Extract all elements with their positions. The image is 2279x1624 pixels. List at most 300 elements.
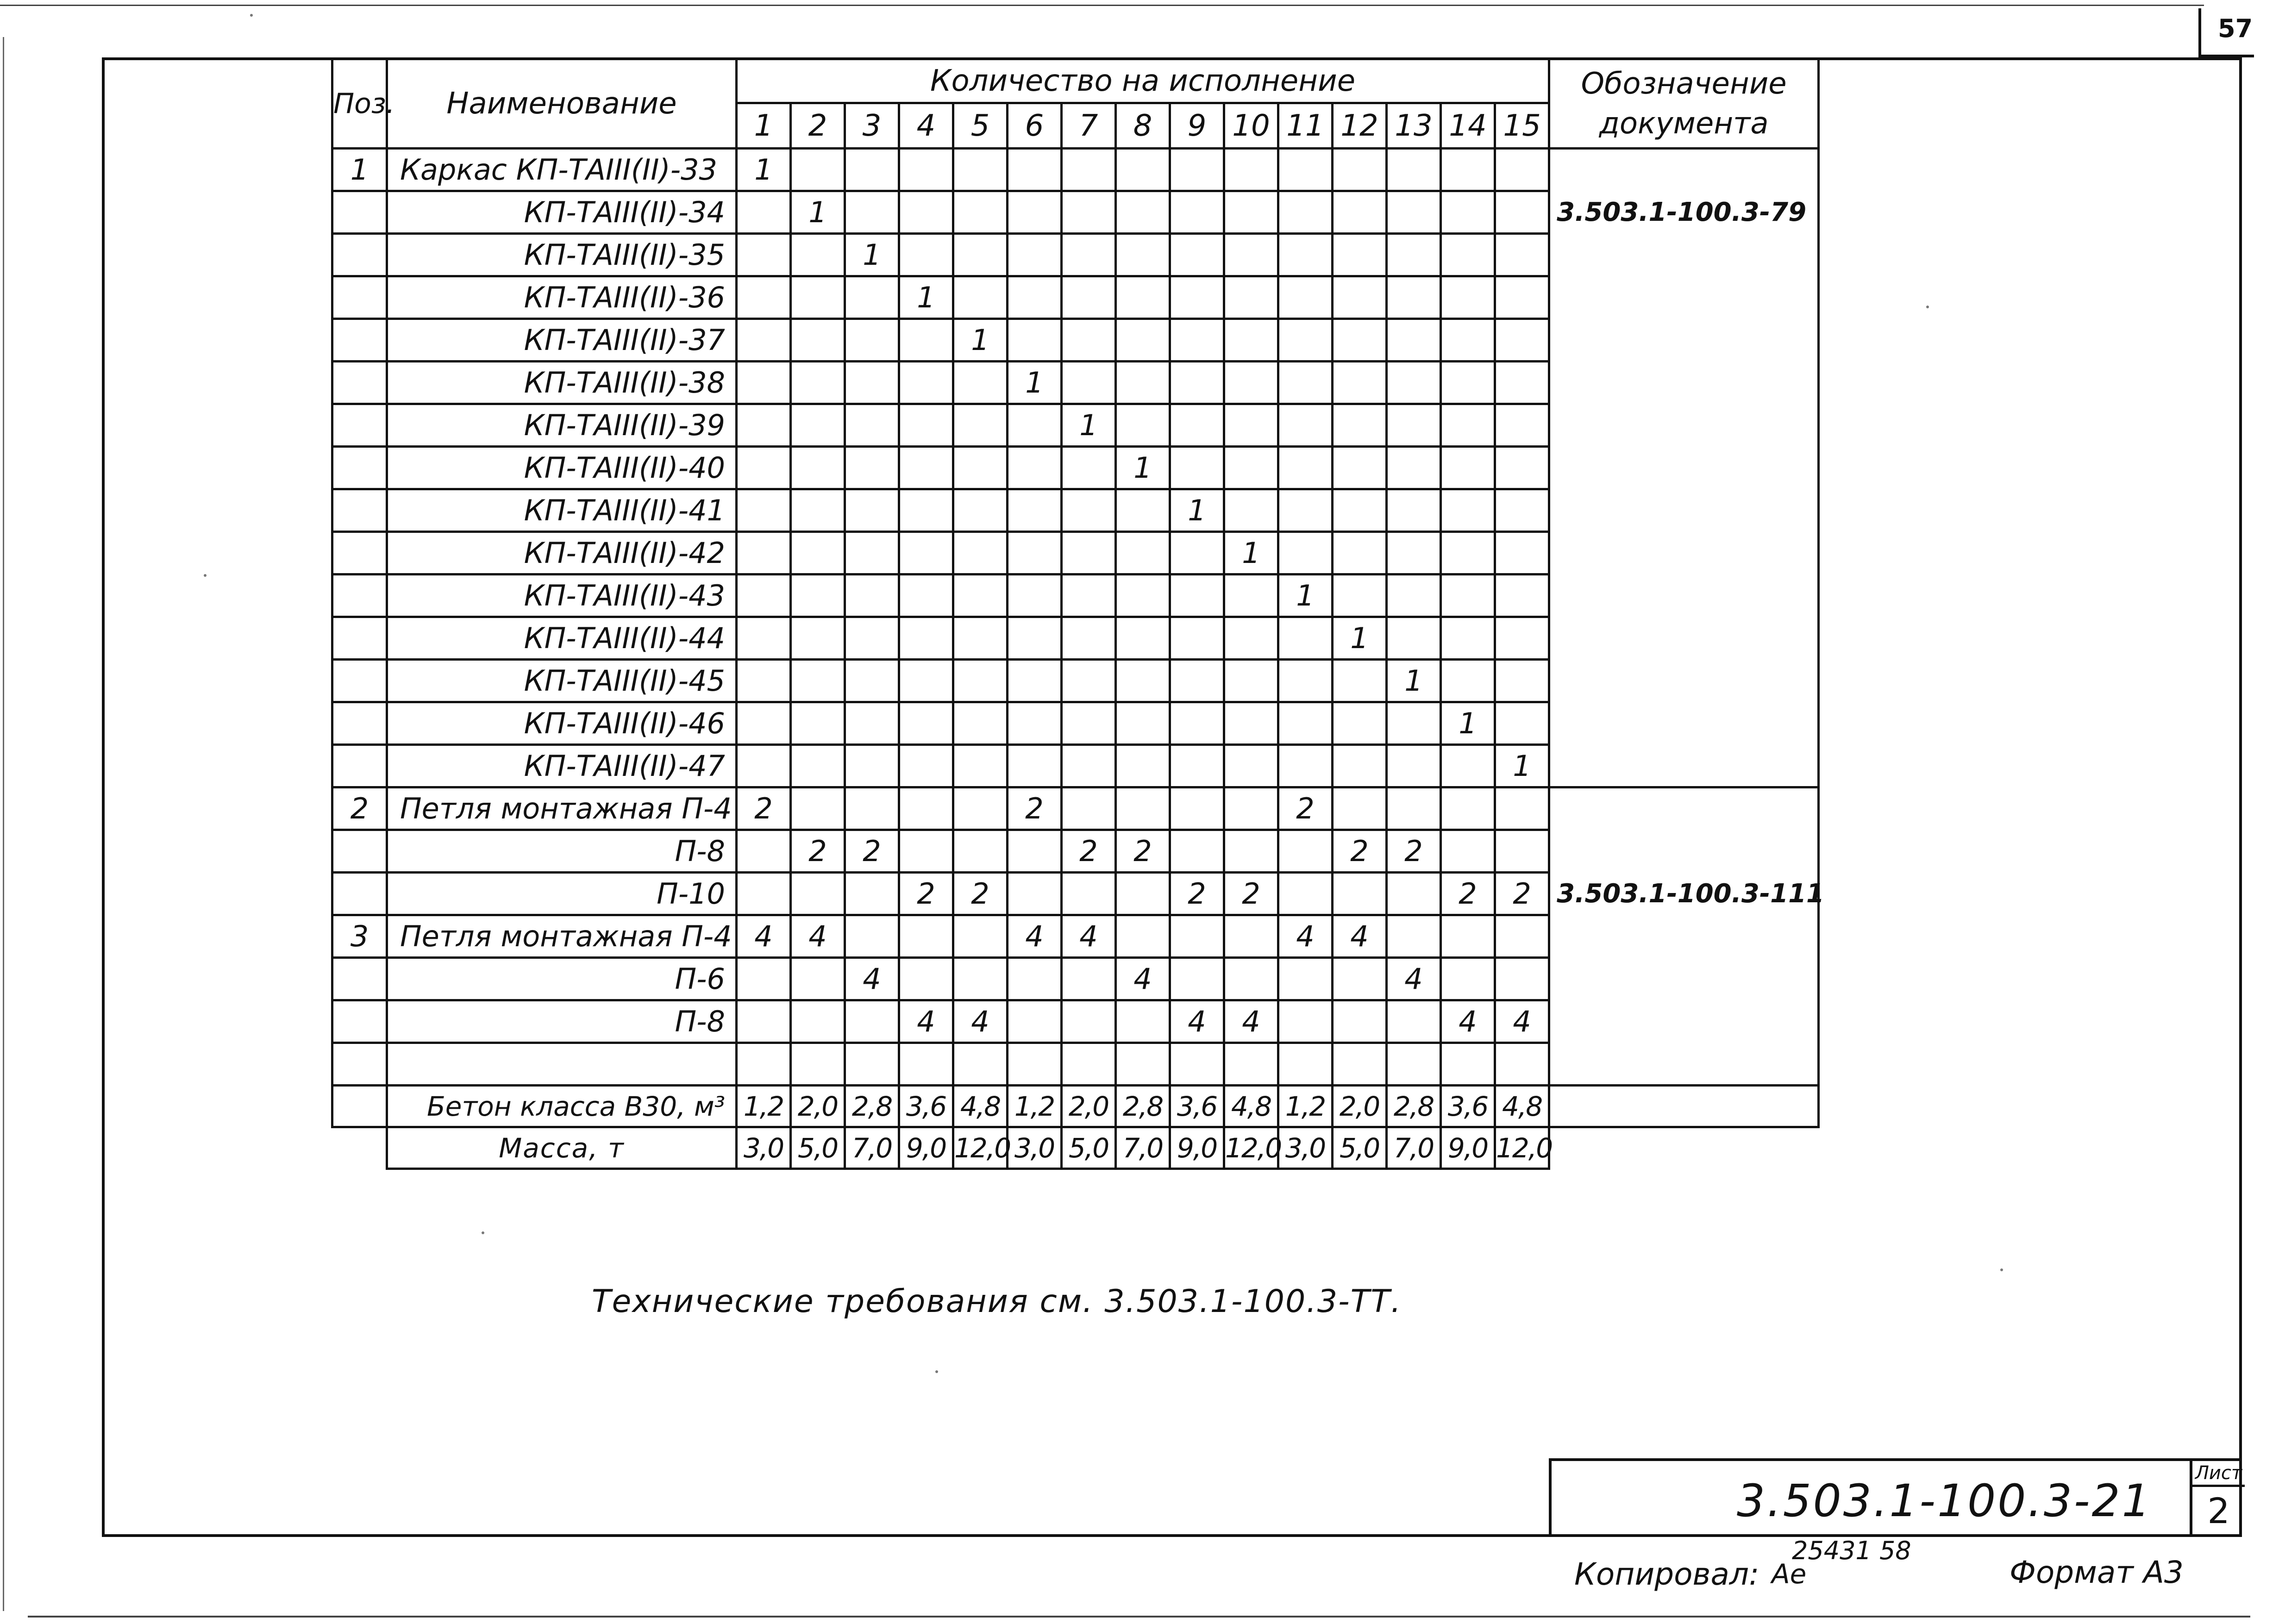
blank-cell [1116, 1043, 1170, 1086]
quantity-cell [1441, 617, 1495, 660]
row-document [1549, 958, 1819, 1000]
quantity-cell [1170, 276, 1224, 319]
row-name: П-8 [387, 1000, 737, 1043]
quantity-cell: 2 [737, 787, 791, 830]
quantity-cell [1333, 702, 1387, 745]
quantity-cell [1170, 404, 1224, 447]
quantity-cell [1116, 319, 1170, 362]
quantity-cell [1495, 915, 1549, 958]
concrete-doc-cell [1549, 1086, 1819, 1127]
quantity-cell [1333, 660, 1387, 702]
quantity-cell: 4 [1278, 915, 1333, 958]
quantity-cell [737, 958, 791, 1000]
quantity-cell [1116, 489, 1170, 532]
quantity-cell [1224, 319, 1278, 362]
quantity-cell [1062, 575, 1116, 617]
quantity-cell [1333, 276, 1387, 319]
quantity-cell: 1 [1387, 660, 1441, 702]
concrete-volume-cell: 2,0 [791, 1086, 845, 1127]
quantity-cell [845, 787, 899, 830]
row-pos [332, 319, 387, 362]
quantity-cell [1495, 830, 1549, 873]
row-name: КП-ТАIII(II)-41 [387, 489, 737, 532]
quantity-cell [1333, 489, 1387, 532]
quantity-cell: 2 [1008, 787, 1062, 830]
quantity-cell: 2 [1387, 830, 1441, 873]
quantity-cell [1170, 617, 1224, 660]
quantity-cell [953, 404, 1008, 447]
quantity-cell [1062, 958, 1116, 1000]
quantity-cell [1333, 234, 1387, 276]
row-pos [332, 362, 387, 404]
quantity-cell [737, 532, 791, 575]
quantity-cell [737, 191, 791, 234]
row-name: П-10 [387, 873, 737, 915]
row-pos [332, 532, 387, 575]
quantity-cell: 2 [845, 830, 899, 873]
specification-table [331, 57, 1825, 1170]
row-pos: 1 [332, 149, 387, 191]
row-document [1549, 1000, 1819, 1043]
mass-cell: 9,0 [1170, 1127, 1224, 1169]
quantity-cell [1495, 191, 1549, 234]
quantity-cell [1116, 702, 1170, 745]
quantity-cell [953, 660, 1008, 702]
quantity-cell [1441, 532, 1495, 575]
blank-cell [332, 1043, 387, 1086]
quantity-cell [1170, 830, 1224, 873]
row-name: КП-ТАIII(II)-42 [387, 532, 737, 575]
quantity-cell [1062, 787, 1116, 830]
quantity-cell [737, 575, 791, 617]
blank-cell [899, 1043, 953, 1086]
quantity-cell [1062, 745, 1116, 787]
quantity-cell [1278, 873, 1333, 915]
quantity-cell [1441, 745, 1495, 787]
quantity-cell: 2 [1062, 830, 1116, 873]
quantity-cell [845, 873, 899, 915]
copied-by-signature: Ае [1772, 1558, 1807, 1590]
table-row [332, 830, 1819, 873]
quantity-cell [1333, 362, 1387, 404]
quantity-cell [845, 532, 899, 575]
row-document: 3.503.1-100.3-111 [1549, 873, 1819, 915]
quantity-cell: 2 [1495, 873, 1549, 915]
quantity-cell [1495, 447, 1549, 489]
concrete-volume-cell: 2,8 [1387, 1086, 1441, 1127]
row-name: КП-ТАIII(II)-43 [387, 575, 737, 617]
quantity-cell [1224, 617, 1278, 660]
execution-header-15: 15 [1495, 103, 1549, 149]
row-name: КП-ТАIII(II)-36 [387, 276, 737, 319]
row-name: КП-ТАIII(II)-39 [387, 404, 737, 447]
execution-header-6: 6 [1008, 103, 1062, 149]
table-row [332, 532, 1819, 575]
row-name: П-6 [387, 958, 737, 1000]
table-row [332, 1000, 1819, 1043]
table-row [332, 149, 1819, 191]
quantity-cell [737, 830, 791, 873]
quantity-cell [791, 489, 845, 532]
quantity-cell [1278, 660, 1333, 702]
header-pos: Поз. [332, 59, 387, 149]
scan-speck [1926, 306, 1929, 308]
concrete-volume-cell: 1,2 [1278, 1086, 1333, 1127]
row-pos [332, 191, 387, 234]
quantity-cell [737, 276, 791, 319]
quantity-cell: 4 [899, 1000, 953, 1043]
mass-cell: 5,0 [791, 1127, 845, 1169]
quantity-cell [737, 873, 791, 915]
quantity-cell [1278, 234, 1333, 276]
concrete-label: Бетон класса В30, м³ [387, 1086, 737, 1127]
row-pos [332, 404, 387, 447]
quantity-cell [737, 745, 791, 787]
quantity-cell [1387, 276, 1441, 319]
quantity-cell [1062, 873, 1116, 915]
quantity-cell [1495, 660, 1549, 702]
table-row [332, 745, 1819, 787]
title-block [1549, 1458, 2242, 1537]
quantity-cell: 4 [845, 958, 899, 1000]
quantity-cell [1170, 191, 1224, 234]
execution-header-11: 11 [1278, 103, 1333, 149]
row-pos [332, 234, 387, 276]
row-name: П-8 [387, 830, 737, 873]
quantity-cell [1116, 915, 1170, 958]
quantity-cell [1170, 319, 1224, 362]
quantity-cell [1170, 532, 1224, 575]
row-document [1549, 787, 1819, 830]
quantity-cell [1116, 745, 1170, 787]
execution-header-5: 5 [953, 103, 1008, 149]
quantity-cell: 1 [1333, 617, 1387, 660]
quantity-cell [1441, 787, 1495, 830]
mass-row [332, 1127, 1819, 1169]
quantity-cell [845, 1000, 899, 1043]
mass-pos [332, 1127, 387, 1169]
mass-cell: 7,0 [845, 1127, 899, 1169]
row-document [1549, 404, 1819, 447]
mass-doc-cell [1549, 1127, 1819, 1169]
row-pos: 3 [332, 915, 387, 958]
quantity-cell [953, 532, 1008, 575]
quantity-cell [1008, 191, 1062, 234]
quantity-cell [1116, 149, 1170, 191]
row-document [1549, 276, 1819, 319]
quantity-cell: 4 [1333, 915, 1387, 958]
quantity-cell [953, 234, 1008, 276]
row-pos [332, 830, 387, 873]
quantity-cell [1387, 404, 1441, 447]
execution-header-4: 4 [899, 103, 953, 149]
quantity-cell [1062, 617, 1116, 660]
quantity-cell: 2 [953, 873, 1008, 915]
corner-page-number: 57 [2218, 14, 2253, 43]
quantity-cell: 1 [845, 234, 899, 276]
quantity-cell [1441, 958, 1495, 1000]
quantity-cell [1278, 745, 1333, 787]
quantity-cell [1224, 702, 1278, 745]
row-document [1549, 915, 1819, 958]
quantity-cell [1170, 575, 1224, 617]
quantity-cell [899, 149, 953, 191]
blank-cell [1333, 1043, 1387, 1086]
quantity-cell [845, 617, 899, 660]
blank-cell [1387, 1043, 1441, 1086]
quantity-cell [1387, 745, 1441, 787]
blank-cell [791, 1043, 845, 1086]
quantity-cell: 1 [791, 191, 845, 234]
quantity-cell [1008, 702, 1062, 745]
quantity-cell [1224, 830, 1278, 873]
quantity-cell [1495, 532, 1549, 575]
quantity-cell [953, 915, 1008, 958]
quantity-cell [791, 404, 845, 447]
quantity-cell: 4 [1224, 1000, 1278, 1043]
quantity-cell [1333, 958, 1387, 1000]
quantity-cell [899, 915, 953, 958]
table-row [332, 575, 1819, 617]
header-document: Обозначение документа [1549, 59, 1819, 149]
table-row [332, 447, 1819, 489]
table-row [332, 873, 1819, 915]
document-code: 3.503.1-100.3-21 [1737, 1475, 2152, 1527]
quantity-cell [791, 276, 845, 319]
quantity-cell [1441, 191, 1495, 234]
quantity-cell [1387, 362, 1441, 404]
quantity-cell [899, 787, 953, 830]
quantity-cell: 4 [953, 1000, 1008, 1043]
blank-cell [845, 1043, 899, 1086]
quantity-cell: 4 [1116, 958, 1170, 1000]
quantity-cell [1224, 958, 1278, 1000]
quantity-cell [899, 745, 953, 787]
quantity-cell [1062, 1000, 1116, 1043]
quantity-cell [1116, 660, 1170, 702]
quantity-cell [1062, 234, 1116, 276]
quantity-cell [737, 617, 791, 660]
quantity-cell [1333, 404, 1387, 447]
quantity-cell [1170, 958, 1224, 1000]
execution-header-2: 2 [791, 103, 845, 149]
row-pos [332, 276, 387, 319]
quantity-cell [953, 191, 1008, 234]
scan-speck [250, 14, 253, 17]
quantity-cell: 2 [791, 830, 845, 873]
row-pos [332, 1000, 387, 1043]
execution-header-8: 8 [1116, 103, 1170, 149]
quantity-cell [845, 191, 899, 234]
quantity-cell [1441, 660, 1495, 702]
sheet-number-box [2190, 1461, 2245, 1537]
quantity-cell [953, 787, 1008, 830]
row-name: КП-ТАIII(II)-37 [387, 319, 737, 362]
quantity-cell [737, 1000, 791, 1043]
quantity-cell [845, 702, 899, 745]
quantity-cell [1333, 149, 1387, 191]
quantity-cell: 1 [737, 149, 791, 191]
row-document [1549, 447, 1819, 489]
blank-cell [1224, 1043, 1278, 1086]
table-row [332, 660, 1819, 702]
quantity-cell [1062, 319, 1116, 362]
mass-cell: 3,0 [737, 1127, 791, 1169]
quantity-cell [1278, 958, 1333, 1000]
quantity-cell [845, 745, 899, 787]
concrete-volume-cell: 2,8 [845, 1086, 899, 1127]
table-row [332, 319, 1819, 362]
quantity-cell [791, 532, 845, 575]
quantity-cell [1008, 149, 1062, 191]
quantity-cell [1278, 319, 1333, 362]
quantity-cell [1495, 149, 1549, 191]
quantity-cell [791, 1000, 845, 1043]
quantity-cell [1062, 362, 1116, 404]
quantity-cell [791, 660, 845, 702]
sheet-bottom-edge [28, 1616, 2250, 1618]
execution-header-1: 1 [737, 103, 791, 149]
quantity-cell [953, 489, 1008, 532]
quantity-cell [1333, 191, 1387, 234]
copy-number: 25431 58 [1792, 1536, 1911, 1565]
quantity-cell: 4 [1062, 915, 1116, 958]
row-pos [332, 660, 387, 702]
quantity-cell [1278, 191, 1333, 234]
quantity-cell [1278, 362, 1333, 404]
quantity-cell [791, 575, 845, 617]
quantity-cell [1278, 830, 1333, 873]
quantity-cell: 1 [1495, 745, 1549, 787]
row-pos [332, 489, 387, 532]
quantity-cell: 1 [1224, 532, 1278, 575]
concrete-volume-cell: 2,0 [1333, 1086, 1387, 1127]
quantity-cell [1224, 489, 1278, 532]
quantity-cell [1116, 276, 1170, 319]
mass-cell: 3,0 [1008, 1127, 1062, 1169]
quantity-cell [1116, 532, 1170, 575]
quantity-cell [1170, 702, 1224, 745]
row-pos [332, 745, 387, 787]
quantity-cell [953, 447, 1008, 489]
quantity-cell [1008, 489, 1062, 532]
quantity-cell [1062, 447, 1116, 489]
sheet-top-edge [0, 5, 2204, 6]
quantity-cell [1441, 915, 1495, 958]
quantity-cell [1387, 617, 1441, 660]
quantity-cell [1278, 617, 1333, 660]
quantity-cell [899, 489, 953, 532]
blank-cell [387, 1043, 737, 1086]
quantity-cell [1224, 787, 1278, 830]
sheet-number: 2 [2207, 1490, 2230, 1531]
quantity-cell [1116, 362, 1170, 404]
quantity-cell [1224, 149, 1278, 191]
quantity-cell [899, 617, 953, 660]
quantity-cell [1224, 447, 1278, 489]
mass-cell: 12,0 [953, 1127, 1008, 1169]
quantity-cell [791, 958, 845, 1000]
scan-speck [935, 1370, 938, 1373]
quantity-cell [1116, 575, 1170, 617]
quantity-cell [1441, 234, 1495, 276]
quantity-cell [791, 319, 845, 362]
quantity-cell [953, 702, 1008, 745]
mass-cell: 7,0 [1116, 1127, 1170, 1169]
quantity-cell [1278, 532, 1333, 575]
quantity-cell [1008, 404, 1062, 447]
concrete-volume-cell: 1,2 [737, 1086, 791, 1127]
quantity-cell [899, 191, 953, 234]
concrete-volume-cell: 3,6 [899, 1086, 953, 1127]
quantity-cell [953, 149, 1008, 191]
quantity-cell [1495, 787, 1549, 830]
quantity-cell [737, 702, 791, 745]
row-name: Петля монтажная П-4 [387, 787, 737, 830]
quantity-cell [899, 404, 953, 447]
quantity-cell [791, 787, 845, 830]
quantity-cell [845, 575, 899, 617]
execution-header-10: 10 [1224, 103, 1278, 149]
quantity-cell [1495, 575, 1549, 617]
quantity-cell [1008, 575, 1062, 617]
table-row [332, 489, 1819, 532]
quantity-cell [1224, 660, 1278, 702]
row-name: КП-ТАIII(II)-40 [387, 447, 737, 489]
quantity-cell [1387, 319, 1441, 362]
quantity-cell [1333, 447, 1387, 489]
quantity-cell: 1 [1441, 702, 1495, 745]
quantity-cell [791, 447, 845, 489]
quantity-cell [737, 234, 791, 276]
row-document [1549, 617, 1819, 660]
quantity-cell [1170, 660, 1224, 702]
quantity-cell [1495, 234, 1549, 276]
quantity-cell [1387, 234, 1441, 276]
quantity-cell [1170, 234, 1224, 276]
quantity-cell [1170, 787, 1224, 830]
scan-speck [482, 1231, 484, 1234]
quantity-cell [1008, 1000, 1062, 1043]
quantity-cell [1495, 489, 1549, 532]
blank-cell [1062, 1043, 1116, 1086]
table-row [332, 191, 1819, 234]
quantity-cell [1062, 489, 1116, 532]
concrete-volume-cell: 3,6 [1441, 1086, 1495, 1127]
row-name: КП-ТАIII(II)-34 [387, 191, 737, 234]
quantity-cell [1278, 149, 1333, 191]
blank-cell [737, 1043, 791, 1086]
header-quantity: Количество на исполнение [737, 59, 1549, 103]
execution-header-13: 13 [1387, 103, 1441, 149]
row-name: Каркас КП-ТАIII(II)-33 [387, 149, 737, 191]
concrete-volume-cell: 3,6 [1170, 1086, 1224, 1127]
row-name: КП-ТАIII(II)-46 [387, 702, 737, 745]
table-row [332, 702, 1819, 745]
quantity-cell [1116, 873, 1170, 915]
blank-cell [1170, 1043, 1224, 1086]
concrete-volume-cell: 2,8 [1116, 1086, 1170, 1127]
quantity-cell: 4 [791, 915, 845, 958]
row-name: КП-ТАIII(II)-38 [387, 362, 737, 404]
quantity-cell: 2 [1333, 830, 1387, 873]
row-document [1549, 234, 1819, 276]
quantity-cell [791, 234, 845, 276]
quantity-cell [1441, 447, 1495, 489]
quantity-cell [1441, 362, 1495, 404]
quantity-cell [1008, 660, 1062, 702]
quantity-cell [1278, 404, 1333, 447]
